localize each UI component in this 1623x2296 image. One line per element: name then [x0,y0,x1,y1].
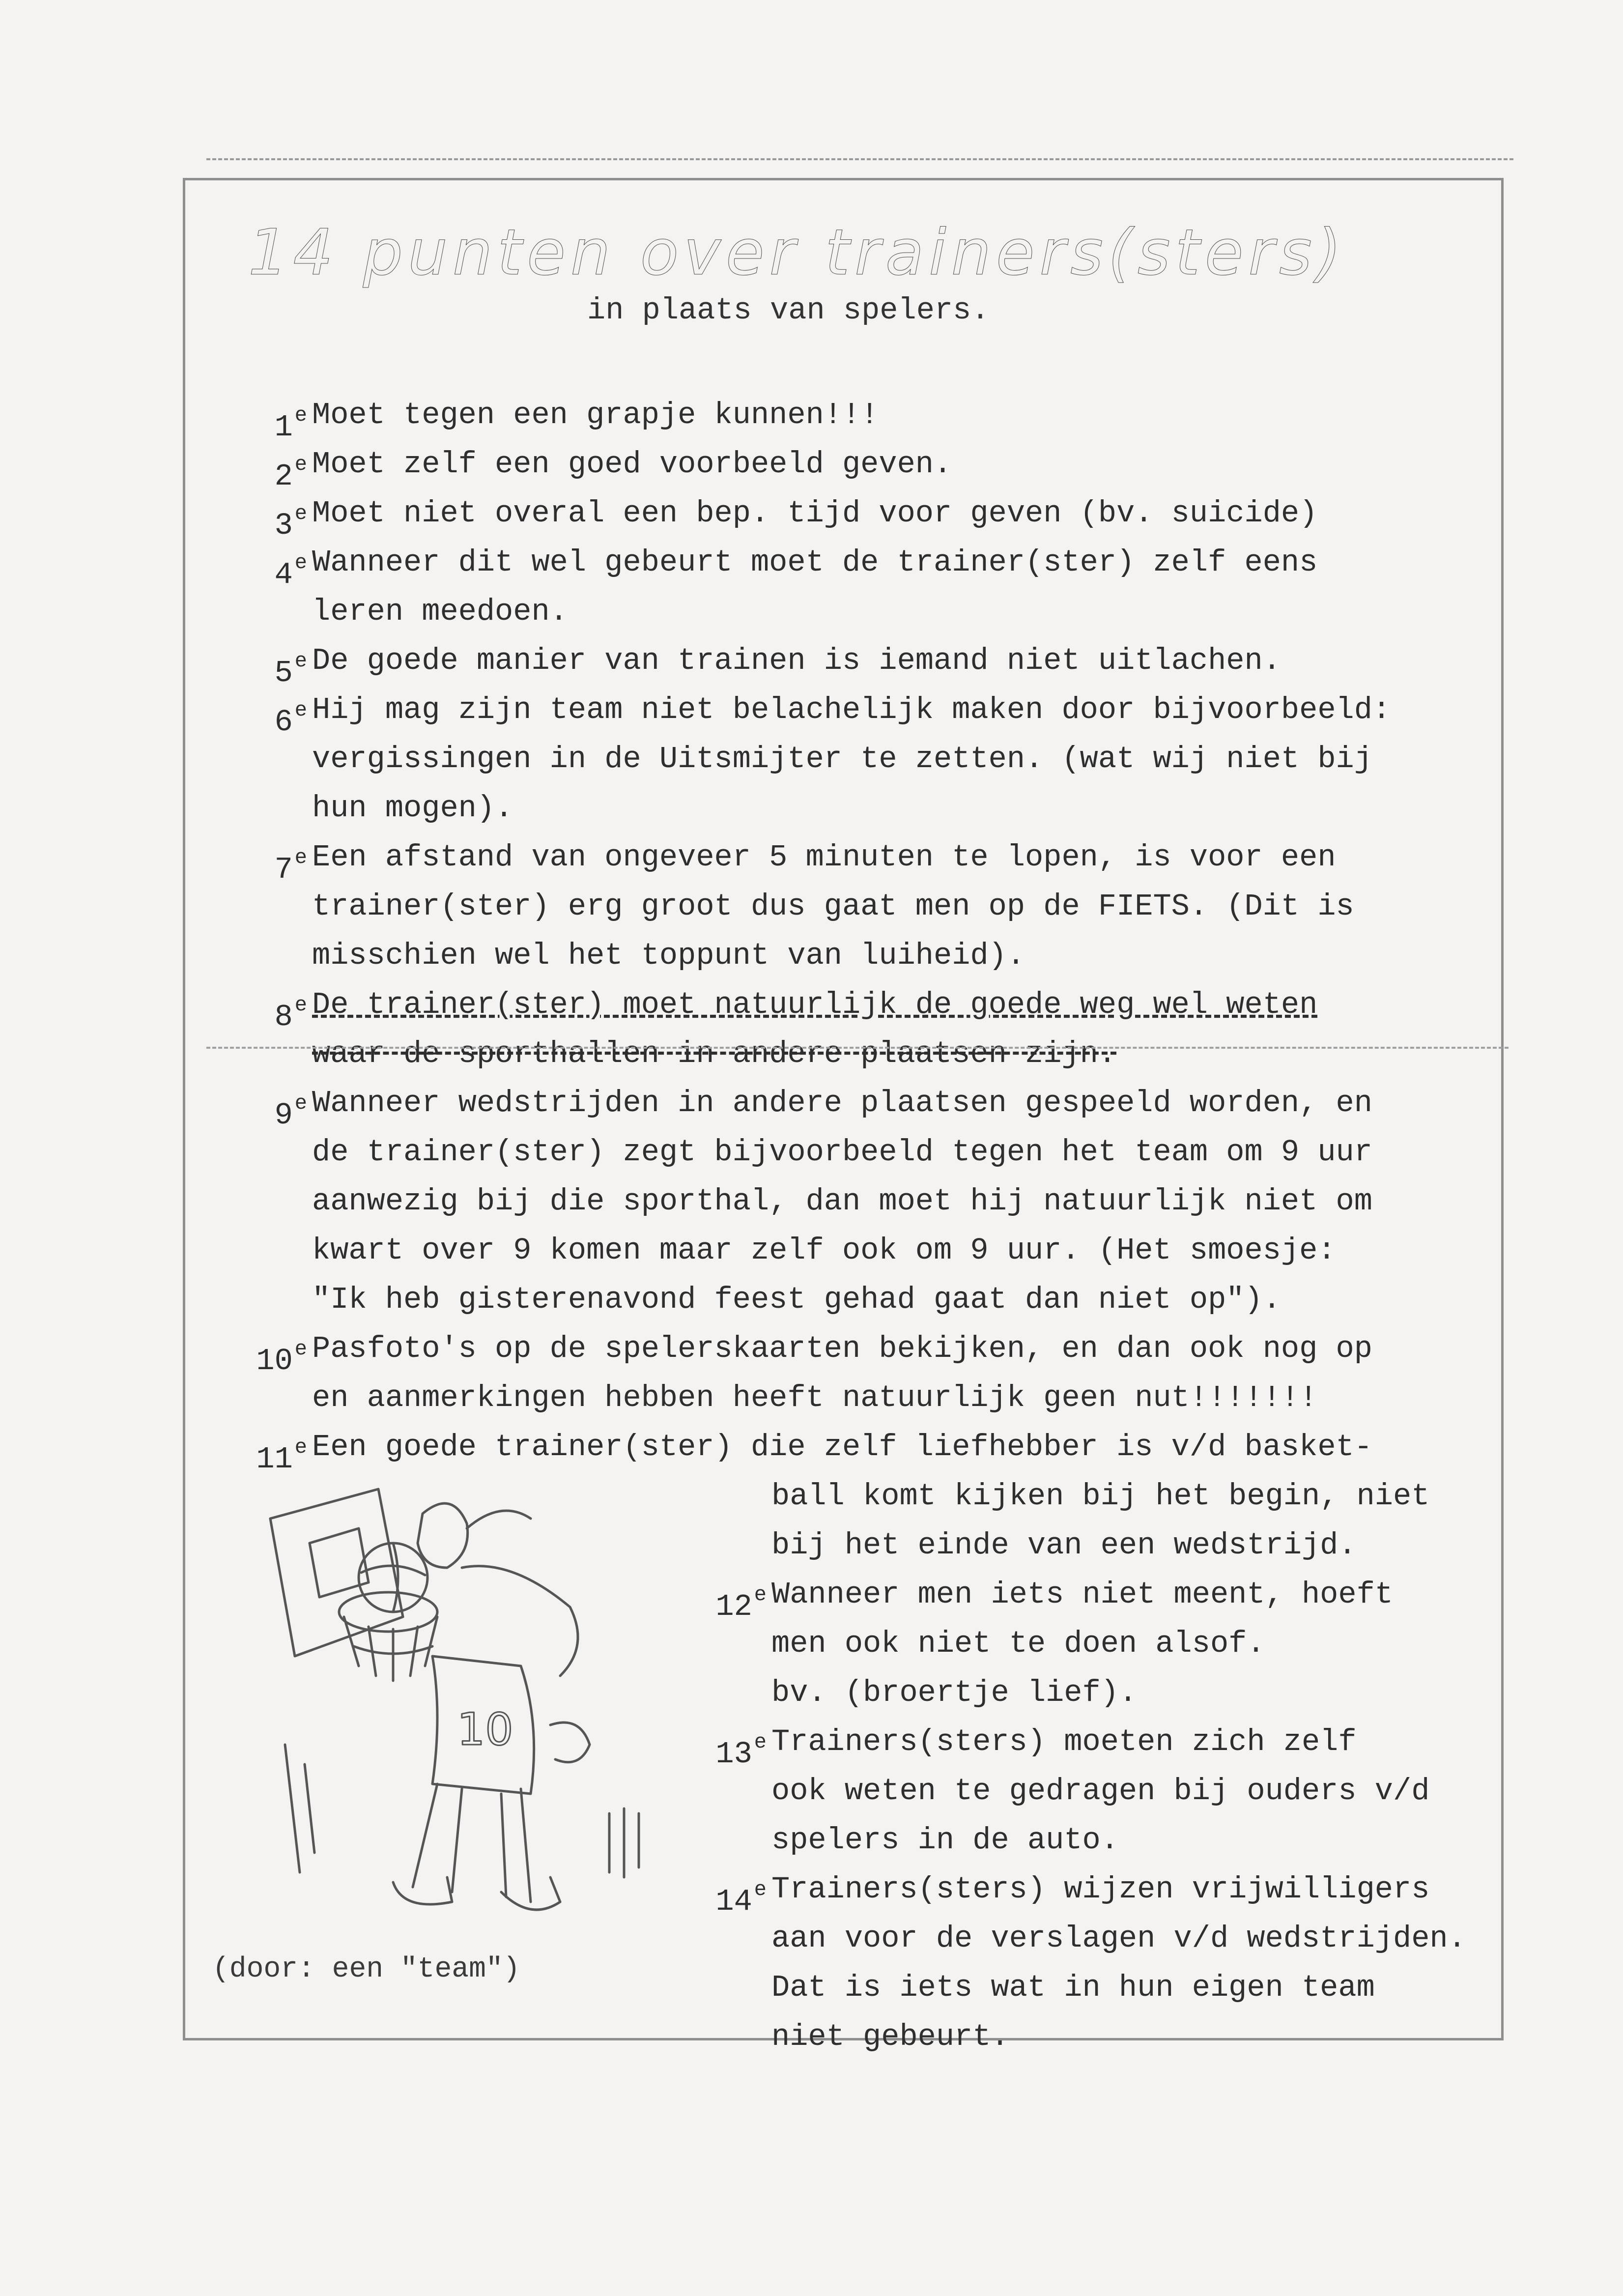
item-line: Moet niet overal een bep. tijd voor geven (bv. suicide) [312,496,1318,531]
item-line: Moet zelf een goed voorbeeld geven. [312,447,952,482]
item-line: ook weten te gedragen bij ouders v/d [771,1774,1430,1808]
page-title: 14 punten over trainers(sters) [248,216,1346,289]
section-dashed-rule [206,1047,1509,1049]
item-line: Wanneer dit wel gebeurt moet de trainer(ster) zelf eens [312,545,1318,580]
item-number: 4e [274,551,307,592]
item-line: kwart over 9 komen maar zelf ook om 9 uur. (Het smoesje: [312,1233,1336,1268]
item-line: Een afstand van ongeveer 5 minuten te lopen, is voor een [312,840,1336,875]
item-number: 12e [715,1583,767,1624]
item-number: 6e [274,698,307,740]
item-number: 5e [274,649,307,690]
item-line: spelers in de auto. [771,1823,1119,1858]
item-line: Een goede trainer(ster) die zelf liefhebber is v/d basket- [312,1430,1372,1464]
item-line: ball komt kijken bij het begin, niet [771,1479,1430,1514]
item-line: "Ik heb gisterenavond feest gehad gaat dan niet op"). [312,1282,1281,1317]
item-line: vergissingen in de Uitsmijter te zetten. (wat wij niet bij [312,742,1372,776]
page-subtitle: in plaats van spelers. [587,293,990,328]
svg-text:10: 10 [457,1704,513,1755]
item-line: hun mogen). [312,791,513,826]
item-number: 14e [715,1878,767,1919]
item-number: 9e [274,1091,307,1133]
item-line: De goede manier van trainen is iemand niet uitlachen. [312,643,1281,678]
item-number: 10e [256,1337,307,1378]
item-line: Wanneer wedstrijden in andere plaatsen gespeeld worden, en [312,1086,1372,1120]
item-line: aanwezig bij die sporthal, dan moet hij natuurlijk niet om [312,1184,1372,1219]
item-line: en aanmerkingen hebben heeft natuurlijk geen nut!!!!!!! [312,1380,1318,1415]
item-line: men ook niet te doen alsof. [771,1626,1265,1661]
item-number: 13e [715,1730,767,1772]
item-line: Hij mag zijn team niet belachelijk maken door bijvoorbeeld: [312,692,1391,727]
item-number: 11e [256,1435,307,1477]
item-number: 7e [274,846,307,887]
item-line: De trainer(ster) moet natuurlijk de goede weg wel weten [312,987,1318,1022]
item-line: bij het einde van een wedstrijd. [771,1528,1357,1563]
item-line: Trainers(sters) wijzen vrijwilligers [771,1872,1430,1907]
caption: (door: een "team") [212,1953,520,1985]
item-line: waar de sporthallen in andere plaatsen zijn. [312,1036,1117,1071]
item-line: bv. (broertje lief). [771,1675,1138,1710]
item-number: 2e [274,453,307,494]
item-line: Trainers(sters) moeten zich zelf [771,1724,1357,1759]
item-line: leren meedoen. [312,594,568,629]
item-number: 1e [274,403,307,445]
basketball-player-drawing [256,1469,678,1990]
item-line: trainer(ster) erg groot dus gaat men op de FIETS. (Dit is [312,889,1354,924]
item-line: niet gebeurt. [771,2019,1009,2054]
top-dashed-rule [206,158,1513,160]
item-line: misschien wel het toppunt van luiheid). [312,938,1025,973]
item-line: Moet tegen een grapje kunnen!!! [312,398,879,432]
item-line: Pasfoto's op de spelerskaarten bekijken, en dan ook nog op [312,1331,1372,1366]
item-number: 8e [274,993,307,1034]
item-line: aan voor de verslagen v/d wedstrijden. [771,1921,1466,1956]
item-number: 3e [274,502,307,543]
item-line: Wanneer men iets niet meent, hoeft [771,1577,1394,1612]
item-line: Dat is iets wat in hun eigen team [771,1970,1375,2005]
item-line: de trainer(ster) zegt bijvoorbeeld tegen het team om 9 uur [312,1135,1372,1170]
